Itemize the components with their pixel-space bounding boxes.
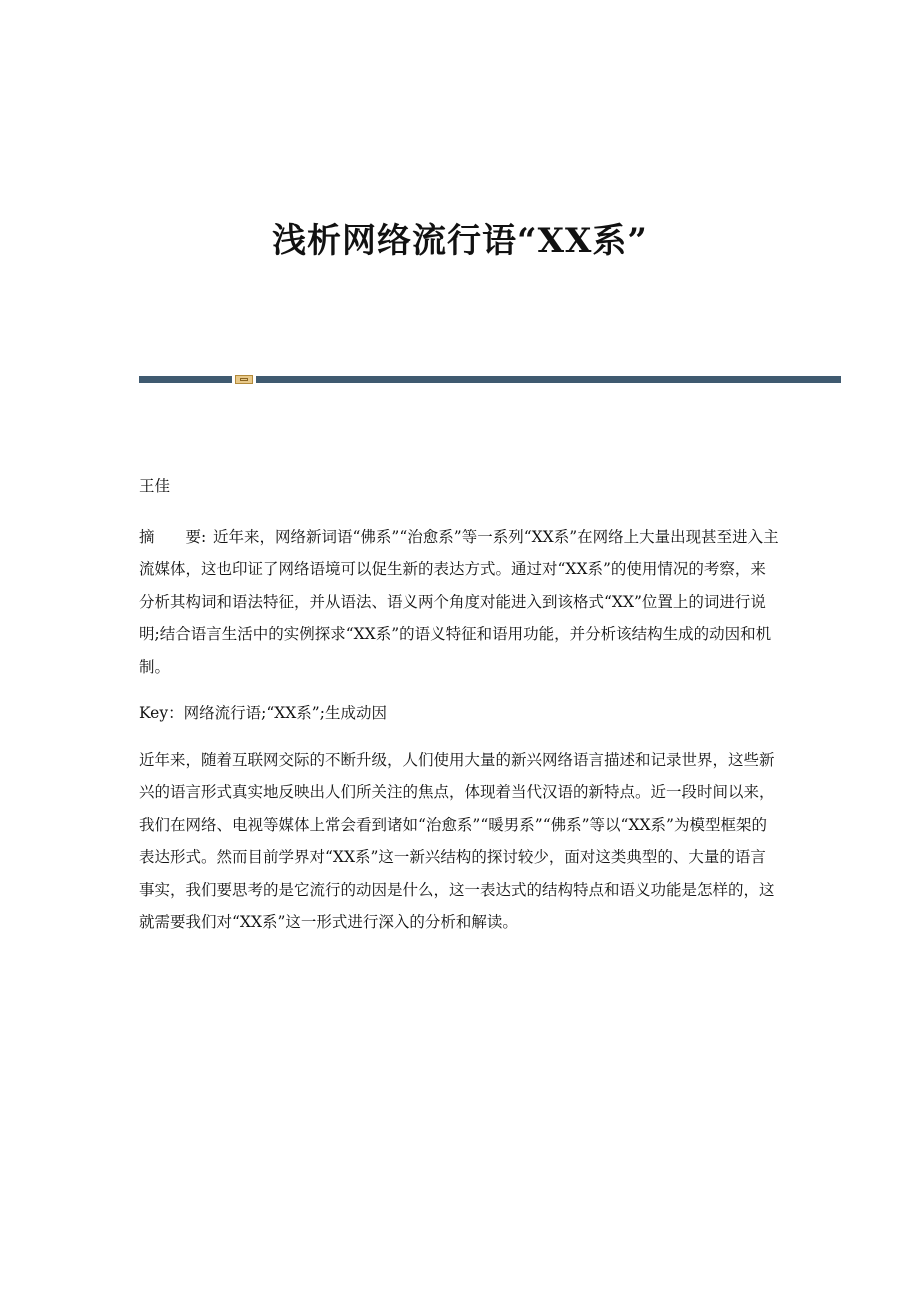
document-body bbox=[139, 470, 779, 939]
abstract-text: 近年来，网络新词语“佛系”“治愈系”等一系列“XX系”在网络上大量出现甚至进入主流媒体，这也印证了网络语境可以促生新的表达方式。通过对“XX系”的使用情况的考察，来分析其构词和语法特征，并从语法、语义两个角度对能进入到该格式“XX”位置上的词进行说明;结合语言生活中的实例探求“XX系”的语义特征和语用功能，并分析该结构生成的动因和机制。 bbox=[139, 527, 779, 676]
divider-left-bar bbox=[139, 376, 232, 383]
author-name: 王佳 bbox=[139, 477, 171, 495]
divider-right-bar bbox=[256, 376, 841, 383]
body-paragraph: 近年来，随着互联网交际的不断升级，人们使用大量的新兴网络语言描述和记录世界，这些新兴的语言形式真实地反映出人们所关注的焦点，体现着当代汉语的新特点。近一段时间以来，我们在网络、电视等媒体上常会看到诸如“治愈系”“暖男系”“佛系”等以“XX系”为模型框架的表达形式。然而目前学界对“XX系”这一新兴结构的探讨较少，面对这类典型的、大量的语言事实，我们要思考的是它流行的动因是什么，这一表达式的结构特点和语义功能是怎样的，这就需要我们对“XX系”这一形式进行深入的分析和解读。 bbox=[139, 750, 775, 931]
abstract-label: 摘 要: bbox=[139, 527, 207, 546]
abstract-paragraph bbox=[139, 521, 779, 684]
document-title: 浅析网络流行语“XX系” bbox=[272, 221, 648, 261]
divider-ornament-icon bbox=[235, 375, 253, 384]
keywords-line: Key：网络流行语;“XX系”;生成动因 bbox=[139, 704, 387, 722]
title-divider bbox=[139, 375, 841, 384]
